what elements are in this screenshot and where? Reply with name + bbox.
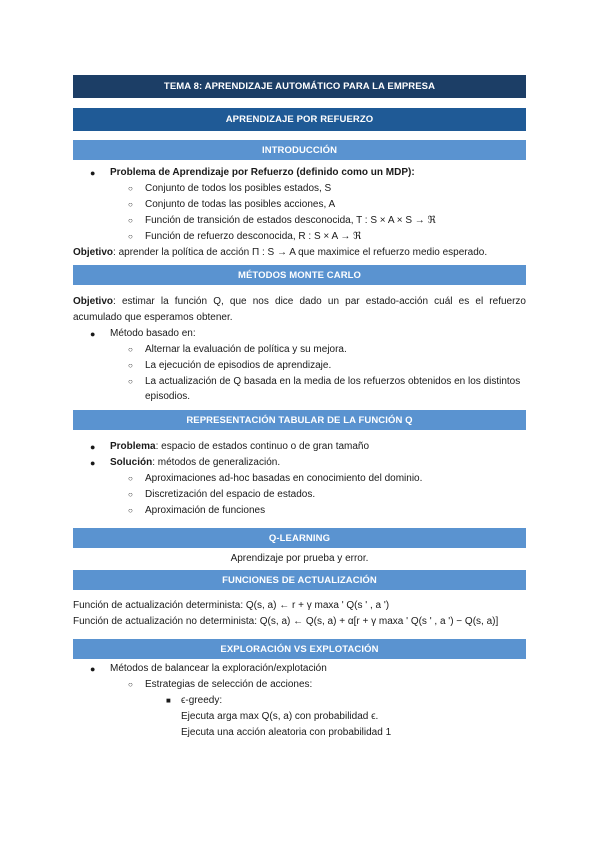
update-heading: FUNCIONES DE ACTUALIZACIÓN (73, 570, 526, 590)
bullet-icon: ○ (128, 184, 133, 193)
list-item (73, 326, 526, 342)
list-item (73, 374, 526, 404)
list-item (73, 693, 526, 709)
list-item (73, 503, 526, 519)
montecarlo-item: Alternar la evaluación de política y su mejora. (145, 344, 347, 355)
list-item (73, 229, 526, 245)
bullet-icon: ● (90, 458, 96, 468)
bullet-icon: ○ (128, 345, 133, 354)
list-item (73, 181, 526, 197)
list-item (73, 197, 526, 213)
list-item (73, 661, 526, 677)
intro-item: Conjunto de todas las posibles acciones, A (145, 199, 336, 210)
list-item (73, 213, 526, 229)
qlearning-text: Aprendizaje por prueba y error. (230, 553, 369, 564)
tabular-item: Discretización del espacio de estados. (145, 489, 316, 500)
bullet-icon: ○ (128, 200, 133, 209)
document-page (73, 75, 526, 741)
bullet-icon: ● (90, 329, 96, 339)
list-item (73, 358, 526, 374)
exploration-item: ϵ-greedy: (181, 695, 223, 706)
intro-item: Conjunto de todos los posibles estados, S (145, 183, 332, 194)
tabular-item: Aproximaciones ad-hoc basadas en conocimiento del dominio. (145, 473, 423, 484)
bullet-icon: ○ (128, 361, 133, 370)
update-nondeterministic: Función de actualización no determinista: Q(s, a) ← Q(s, a) + α[r + γ maxa ' Q(s ' , a ') − Q(s, a)] (73, 616, 499, 627)
list-item (73, 165, 526, 181)
list-item (73, 471, 526, 487)
section-title: APRENDIZAJE POR REFUERZO (73, 108, 526, 131)
exploration-line: Ejecuta arga max Q(s, a) con probabilidad ϵ. (181, 711, 379, 722)
list-item: ● Solución: métodos de generalización. (73, 455, 526, 471)
bullet-icon: ● (90, 664, 96, 674)
bullet-icon: ○ (128, 506, 133, 515)
list-item (73, 342, 526, 358)
exploration-item: Métodos de balancear la exploración/explotación (110, 663, 327, 674)
bullet-icon: ● (90, 442, 96, 452)
montecarlo-heading: MÉTODOS MONTE CARLO (73, 265, 526, 285)
exploration-heading: EXPLORACIÓN VS EXPLOTACIÓN (73, 639, 526, 659)
list-item (73, 487, 526, 503)
bullet-icon: ○ (128, 216, 133, 225)
montecarlo-item: La actualización de Q basada en la media de los refuerzos obtenidos en los distintos episodios. (145, 376, 521, 402)
intro-objective: Objetivo: aprender la política de acción Π : S → A que maximice el refuerzo medio esperado. (73, 247, 488, 258)
list-item (73, 677, 526, 693)
montecarlo-item: La ejecución de episodios de aprendizaje. (145, 360, 332, 371)
bullet-icon: ■ (166, 696, 171, 705)
list-item: ● Problema: espacio de estados continuo o de gran tamaño (73, 439, 526, 455)
montecarlo-objective: Objetivo: estimar la función Q, que nos dice dado un par estado-acción cuál es el refuerzo acumulado que esperamos obtener. (73, 296, 526, 323)
intro-item: Función de transición de estados desconocida, T : S × A × S → ℜ (145, 215, 436, 226)
update-deterministic: Función de actualización determinista: Q(s, a) ← r + γ maxa ' Q(s ' , a ') (73, 600, 390, 611)
bullet-icon: ● (90, 168, 96, 178)
tabular-item: Aproximación de funciones (145, 505, 266, 516)
intro-heading: INTRODUCCIÓN (73, 140, 526, 160)
montecarlo-method: Método basado en: (110, 328, 196, 339)
intro-problem: Problema de Aprendizaje por Refuerzo (definido como un MDP): (110, 167, 415, 178)
bullet-icon: ○ (128, 474, 133, 483)
intro-item: Función de refuerzo desconocida, R : S × A → ℜ (145, 231, 362, 242)
bullet-icon: ○ (128, 232, 133, 241)
exploration-line: Ejecuta una acción aleatoria con probabilidad 1 (181, 727, 392, 738)
bullet-icon: ○ (128, 680, 133, 689)
tabular-heading: REPRESENTACIÓN TABULAR DE LA FUNCIÓN Q (73, 410, 526, 430)
document-title: TEMA 8: APRENDIZAJE AUTOMÁTICO PARA LA EMPRESA (73, 75, 526, 98)
qlearning-heading: Q-LEARNING (73, 528, 526, 548)
exploration-item: Estrategias de selección de acciones: (145, 679, 313, 690)
bullet-icon: ○ (128, 490, 133, 499)
bullet-icon: ○ (128, 377, 133, 386)
